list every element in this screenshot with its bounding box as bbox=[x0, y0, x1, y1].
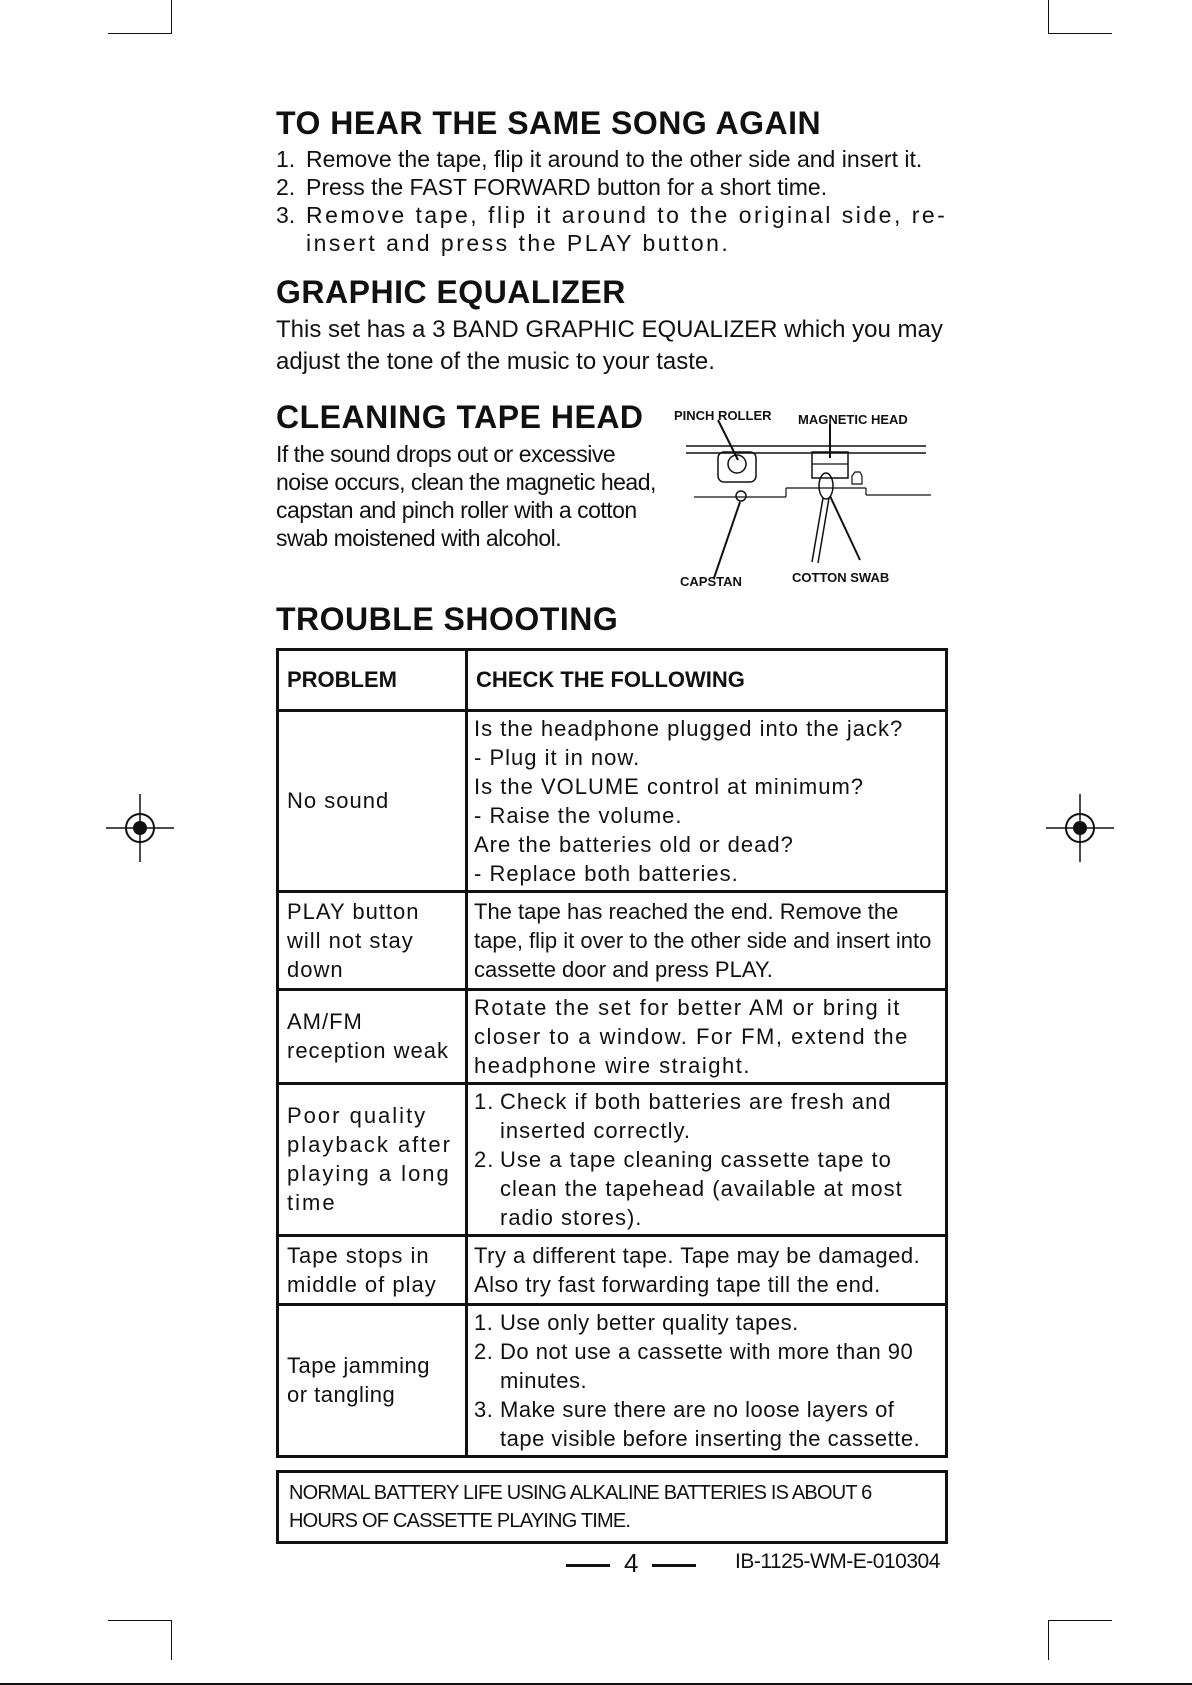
problem-cell: AM/FM reception weak bbox=[278, 989, 467, 1083]
registration-mark-left bbox=[104, 792, 176, 864]
crop-mark bbox=[171, 1620, 172, 1660]
check-item-text: Do not use a cassette with more than 90 minutes. bbox=[500, 1338, 914, 1393]
check-cell: The tape has reached the end. Remove the tape, flip it over to the other side and insert into cassette door and press PLAY. bbox=[467, 891, 947, 989]
crop-mark bbox=[108, 1620, 172, 1621]
check-line: - Raise the volume. bbox=[474, 802, 683, 828]
check-line: Are the batteries old or dead? bbox=[474, 831, 794, 857]
table-row bbox=[278, 1235, 947, 1304]
label-cotton-swab: COTTON SWAB bbox=[792, 570, 890, 586]
equalizer-text: This set has a 3 BAND GRAPHIC EQUALIZER which you may adjust the tone of the music to your taste. bbox=[276, 316, 943, 376]
crop-mark bbox=[108, 33, 172, 34]
crop-mark bbox=[1048, 0, 1049, 33]
document-code: IB-1125-WM-E-010304 bbox=[735, 1550, 940, 1573]
table-row bbox=[278, 710, 947, 891]
header-problem: PROBLEM bbox=[278, 649, 467, 710]
check-line: - Plug it in now. bbox=[474, 744, 641, 770]
table-row bbox=[278, 1304, 947, 1456]
check-cell bbox=[467, 1304, 947, 1456]
tape-head-illustration bbox=[666, 400, 948, 590]
section-title-hear-again: TO HEAR THE SAME SONG AGAIN bbox=[276, 105, 822, 141]
cleaning-text: If the sound drops out or excessive noise occurs, clean the magnetic head, capstan and pinch roller with a cotton swab moistened with alcohol. bbox=[276, 440, 656, 551]
check-item bbox=[474, 1145, 939, 1232]
problem-cell: No sound bbox=[278, 710, 467, 891]
problem-cell: PLAY button will not stay down bbox=[278, 891, 467, 989]
check-item-text: Check if both batteries are fresh and inserted correctly. bbox=[500, 1088, 892, 1143]
step-text: Remove tape, flip it around to the original side, re-insert and press the PLAY button. bbox=[306, 202, 948, 257]
crop-mark bbox=[171, 0, 172, 33]
check-cell bbox=[467, 1083, 947, 1235]
check-line: Is the headphone plugged into the jack? bbox=[474, 715, 904, 741]
section-title-equalizer: GRAPHIC EQUALIZER bbox=[276, 274, 626, 311]
section-title-trouble: TROUBLE SHOOTING bbox=[276, 601, 619, 638]
crop-mark bbox=[1048, 1620, 1112, 1621]
table-row bbox=[278, 1083, 947, 1235]
list-item bbox=[276, 201, 948, 257]
check-item bbox=[474, 1087, 939, 1145]
step-number: 3. bbox=[276, 202, 296, 229]
cleaning-text-block bbox=[276, 400, 666, 590]
problem-cell: Poor quality playback after playing a long time bbox=[278, 1083, 467, 1235]
tape-head-diagram bbox=[666, 400, 948, 590]
list-item bbox=[276, 145, 948, 173]
step-number: 2. bbox=[276, 174, 296, 201]
crop-mark bbox=[1048, 1620, 1049, 1660]
check-cell: Rotate the set for better AM or bring it closer to a window. For FM, extend the headphone wire straight. bbox=[467, 989, 947, 1083]
step-text: Remove the tape, flip it around to the other side and insert it. bbox=[306, 146, 923, 173]
check-item-number: 2. bbox=[474, 1338, 494, 1364]
check-item-text: Use a tape cleaning cassette tape to clean the tapehead (available at most radio stores). bbox=[500, 1146, 903, 1230]
crop-mark bbox=[1048, 33, 1112, 34]
footer-dash bbox=[652, 1564, 696, 1567]
check-item-number: 3. bbox=[474, 1396, 494, 1422]
check-item-number: 1. bbox=[474, 1088, 495, 1114]
check-item bbox=[474, 1395, 939, 1453]
registration-mark-right bbox=[1044, 792, 1116, 864]
trouble-table bbox=[276, 648, 948, 1458]
check-cell: Try a different tape. Tape may be damaged. Also try fast forwarding tape till the end. bbox=[467, 1235, 947, 1304]
page-footer bbox=[566, 1548, 696, 1579]
table-row bbox=[278, 989, 947, 1083]
hear-again-steps bbox=[276, 145, 948, 257]
step-text: Press the FAST FORWARD button for a short time. bbox=[306, 174, 828, 201]
check-line: Is the VOLUME control at minimum? bbox=[474, 773, 865, 799]
check-line: - Replace both batteries. bbox=[474, 860, 739, 886]
label-magnetic-head: MAGNETIC HEAD bbox=[798, 412, 908, 428]
battery-life-note: NORMAL BATTERY LIFE USING ALKALINE BATTERIES IS ABOUT 6 HOURS OF CASSETTE PLAYING TIME. bbox=[276, 1470, 948, 1544]
list-item bbox=[276, 173, 948, 201]
check-item bbox=[474, 1337, 939, 1395]
page-content bbox=[276, 96, 948, 1544]
footer-dash bbox=[566, 1564, 610, 1567]
problem-cell: Tape stops in middle of play bbox=[278, 1235, 467, 1304]
table-row bbox=[278, 891, 947, 989]
step-number: 1. bbox=[276, 146, 296, 173]
table-header-row bbox=[278, 649, 947, 710]
section-title-cleaning: CLEANING TAPE HEAD bbox=[276, 399, 644, 436]
check-item bbox=[474, 1308, 939, 1337]
check-item-number: 1. bbox=[474, 1309, 494, 1335]
label-pinch-roller: PINCH ROLLER bbox=[674, 408, 772, 424]
cleaning-section bbox=[276, 400, 948, 590]
check-cell bbox=[467, 710, 947, 891]
check-item-number: 2. bbox=[474, 1146, 495, 1172]
problem-cell: Tape jamming or tangling bbox=[278, 1304, 467, 1456]
check-item-text: Make sure there are no loose layers of tape visible before inserting the cassette. bbox=[500, 1396, 921, 1451]
check-item-text: Use only better quality tapes. bbox=[500, 1309, 799, 1335]
header-check: CHECK THE FOLLOWING bbox=[467, 649, 947, 710]
label-capstan: CAPSTAN bbox=[680, 574, 742, 590]
page-number: 4 bbox=[624, 1548, 639, 1578]
